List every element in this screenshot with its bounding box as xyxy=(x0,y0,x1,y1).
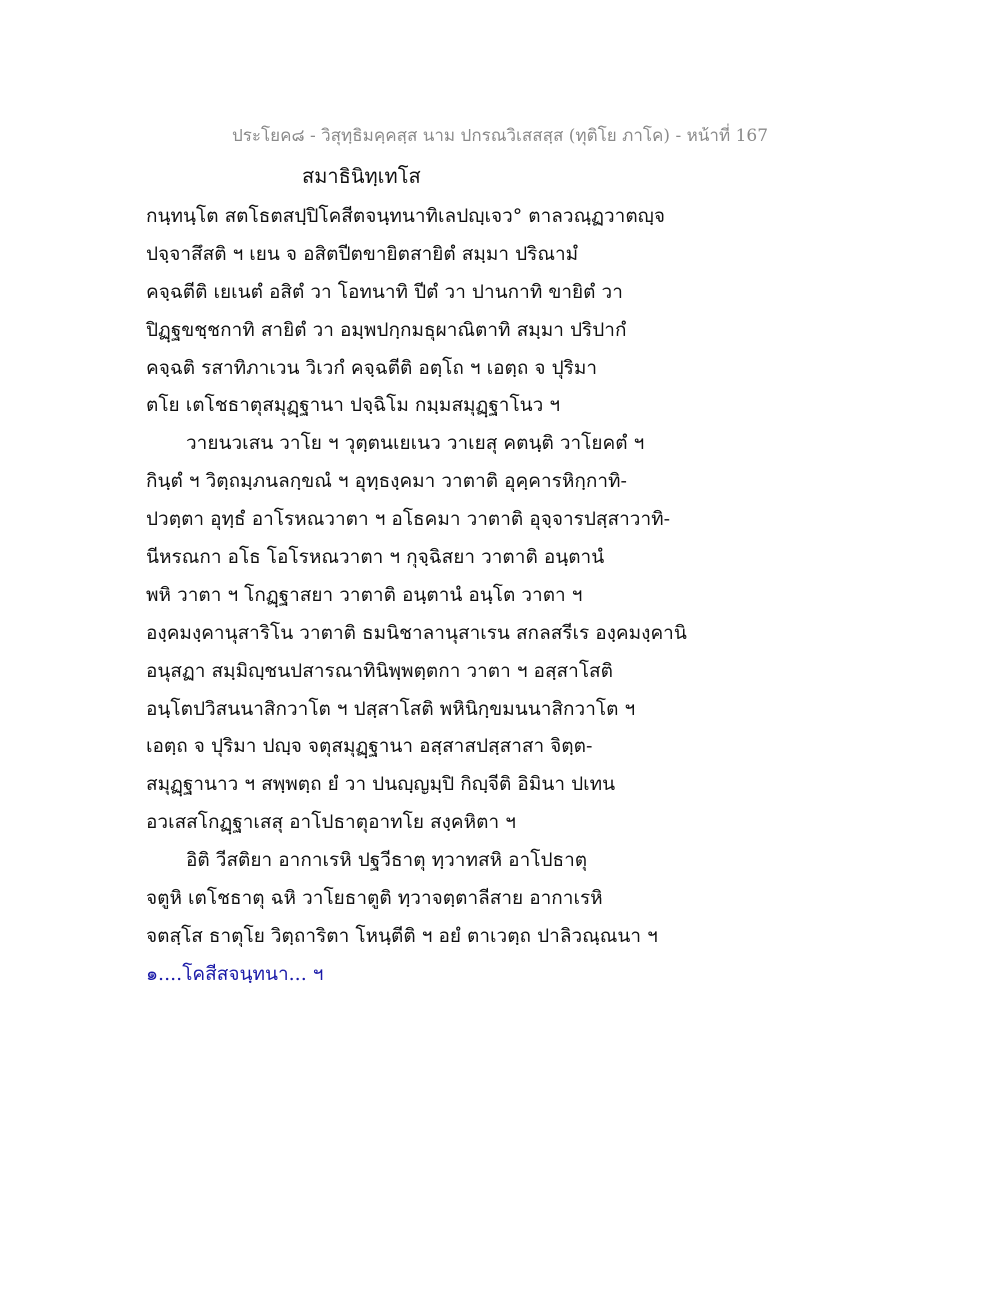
body-line: ปิฏฺฐขชฺชกาทิ สายิตํ วา อมฺพปกฺกมธุผาณิตาทิ สมฺมา ปริปากํ xyxy=(146,318,627,341)
body-line: อิติ วีสติยา อากาเรหิ ปฐวีธาตุ ทฺวาทสหิ อาโปธาตุ xyxy=(186,849,588,872)
body-line: คจฺฉตีติ เยเนตํ อสิตํ วา โอทนาทิ ปีตํ วา ปานกาทิ ขายิตํ วา xyxy=(146,280,623,303)
body-line: วายนวเสน วาโย ฯ วุตฺตนเยเนว วาเยสุ คตนฺติ วาโยคตํ ฯ xyxy=(186,432,645,455)
body-line: อนฺโตปวิสนนาสิกวาโต ฯ ปสฺสาโสติ พหินิกฺขมนนาสิกวาโต ฯ xyxy=(146,697,636,720)
body-line: กนฺทนฺโต สตโธตสปฺปิโคสีตจนฺทนาทิเลปญฺเจว° ตาลวณฺฏวาตญฺจ xyxy=(146,205,665,227)
body-line: เอตฺถ จ ปุริมา ปญฺจ จตุสมุฏฺฐานา อสฺสาสปสฺสาสา จิตฺต- xyxy=(146,735,593,758)
body-line: องฺคมงฺคานุสาริโน วาตาติ ธมนิชาลานุสาเรน สกลสรีเร องฺคมงฺคานิ xyxy=(146,621,687,644)
body-text xyxy=(146,198,866,994)
body-line: ตโย เตโชธาตุสมุฏฺฐานา ปจฺฉิโม กมฺมสมุฏฺฐาโนว ฯ xyxy=(146,394,561,417)
body-line: พหิ วาตา ฯ โกฏฺฐาสยา วาตาติ อนฺตานํ อนฺโต วาตา ฯ xyxy=(146,583,583,606)
running-header: ประโยค๘ - วิสุทฺธิมคฺคสฺส นาม ปกรณวิเสสสฺส (ทุติโย ภาโค) - หน้าที่ 167 xyxy=(231,126,769,146)
body-line: กินฺตํ ฯ วิตฺถมฺภนลกฺขณํ ฯ อุทฺธงฺคมา วาตาติ อุคฺคารหิกฺกาทิ- xyxy=(146,470,627,493)
footnote: ๑....โคสีสจนฺทนา... ฯ xyxy=(146,962,324,985)
body-line: อวเสสโกฏฺฐาเสสุ อาโปธาตุอาทโย สงฺคหิตา ฯ xyxy=(146,811,516,834)
body-line: อนุสฏา สมฺมิญฺชนปสารณาทินิพฺพตฺตกา วาตา ฯ อสฺสาโสติ xyxy=(146,659,613,682)
body-line: คจฺฉติ รสาทิภาเวน วิเวกํ คจฺฉตีติ อตฺโถ ฯ เอตฺถ จ ปุริมา xyxy=(146,356,598,379)
body-line: นีหรณกา อโธ โอโรหณวาตา ฯ กุจฺฉิสยา วาตาติ อนฺตานํ xyxy=(146,546,605,569)
body-line: ปจฺจาสึสติ ฯ เยน จ อสิตปีตขายิตสายิตํ สมฺมา ปริณามํ xyxy=(146,242,579,265)
section-title: สมาธินิทฺเทโส xyxy=(302,164,421,188)
body-line: ปวตฺตา อุทฺธํ อาโรหณวาตา ฯ อโธคมา วาตาติ อุจฺจารปสฺสาวาทิ- xyxy=(146,508,671,531)
body-line: สมุฏฺฐานาว ฯ สพฺพตฺถ ยํ วา ปนญฺญมฺปิ กิญฺจีติ อิมินา ปเทน xyxy=(146,773,616,796)
body-line: จตสฺโส ธาตุโย วิตฺถาริตา โหนฺตีติ ฯ อยํ ตาเวตฺถ ปาลิวณฺณนา ฯ xyxy=(146,924,658,947)
body-line: จตูหิ เตโชธาตุ ฉหิ วาโยธาตูติ ทฺวาจตฺตาลีสาย อากาเรหิ xyxy=(146,887,603,910)
